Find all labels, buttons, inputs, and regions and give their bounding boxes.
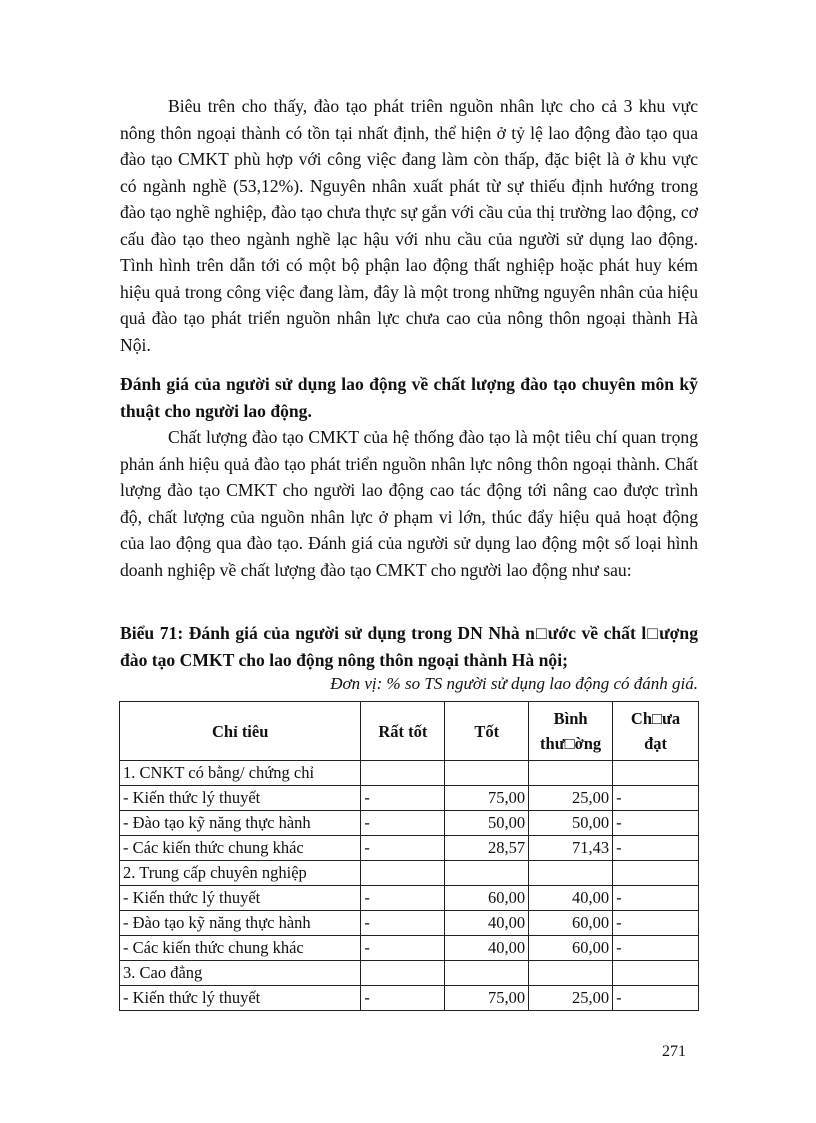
cell-very-good: -: [361, 911, 445, 936]
cell-good: 75,00: [445, 986, 529, 1011]
row-label: - Đào tạo kỹ năng thực hành: [120, 911, 361, 936]
cell-good: [445, 861, 529, 886]
header-very-good: Rất tốt: [361, 702, 445, 761]
cell-normal: 25,00: [529, 786, 613, 811]
cell-not-met: -: [613, 936, 699, 961]
cell-not-met: [613, 861, 699, 886]
table-row: [120, 936, 699, 961]
table-row: [120, 786, 699, 811]
cell-good: 50,00: [445, 811, 529, 836]
cell-normal: [529, 961, 613, 986]
row-label: 2. Trung cấp chuyên nghiệp: [120, 861, 361, 886]
table-row: [120, 861, 699, 886]
cell-very-good: -: [361, 936, 445, 961]
cell-normal: [529, 761, 613, 786]
cell-very-good: [361, 961, 445, 986]
row-label: - Kiến thức lý thuyết: [120, 786, 361, 811]
cell-normal: 71,43: [529, 836, 613, 861]
evaluation-table: [119, 701, 699, 1011]
header-normal-line1: Bình: [553, 709, 588, 728]
table-row: [120, 761, 699, 786]
row-label: - Các kiến thức chung khác: [120, 836, 361, 861]
header-not-met-line1: Ch□ưa: [630, 709, 681, 728]
table-row: [120, 836, 699, 861]
cell-very-good: -: [361, 886, 445, 911]
table-row: [120, 986, 699, 1011]
cell-very-good: [361, 861, 445, 886]
cell-very-good: [361, 761, 445, 786]
cell-very-good: -: [361, 836, 445, 861]
paragraph-1: Biêu trên cho thấy, đào tạo phát triên nguồn nhân lực cho cả 3 khu vực nông thôn ngoại thành có tồn tại nhất định, thể hiện ở tỷ lệ lao động đào tạo qua đào tạo CMKT phù hợp với công việc đang làm còn thấp, đặc biệt là ở khu vực có ngành nghề (53,12%). Nguyên nhân xuất phát từ sự thiếu định hướng trong đào tạo nghề nghiệp, đào tạo chưa thực sự gắn với cầu của thị trường lao động, cơ cấu đào tạo theo ngành nghề lạc hậu với nhu cầu của người sử dụng lao động. Tình hình trên dẫn tới có một bộ phận lao động thất nghiệp hoặc phát huy kém hiệu quả trong công việc đang làm, đây là một trong những nguyên nhân của hiệu quả đào tạo phát triển nguồn nhân lực chưa cao của nông thôn ngoại thành Hà Nội.: [120, 96, 698, 355]
cell-good: 40,00: [445, 911, 529, 936]
cell-very-good: -: [361, 986, 445, 1011]
cell-normal: 50,00: [529, 811, 613, 836]
table-row: [120, 811, 699, 836]
table-row: [120, 911, 699, 936]
header-not-met: [613, 702, 699, 761]
row-label: 3. Cao đẳng: [120, 961, 361, 986]
page-number: 271: [662, 1043, 686, 1060]
header-not-met-line2: đạt: [644, 734, 667, 753]
cell-not-met: [613, 961, 699, 986]
cell-good: 28,57: [445, 836, 529, 861]
cell-good: 75,00: [445, 786, 529, 811]
cell-very-good: -: [361, 811, 445, 836]
paragraph-2: Chất lượng đào tạo CMKT của hệ thống đào tạo là một tiêu chí quan trọng phản ánh hiệu quả đào tạo phát triển nguồn nhân lực nông thôn ngoại thành. Chất lượng đào tạo CMKT cho người lao động cao tác động tới nâng cao được trình độ, chất lượng của nguồn nhân lực ở phạm vi lớn, thúc đẩy hiệu quả hoạt động của lao động qua đào tạo. Đánh giá của người sử dụng lao động một số loại hình doanh nghiệp về chất lượng đào tạo CMKT cho người lao động như sau:: [120, 427, 698, 580]
row-label: 1. CNKT có bằng/ chứng chỉ: [120, 761, 361, 786]
cell-normal: [529, 861, 613, 886]
row-label: - Kiến thức lý thuyết: [120, 986, 361, 1011]
cell-not-met: -: [613, 786, 699, 811]
unit-note: Đơn vị: % so TS người sử dụng lao động có đánh giá.: [330, 674, 698, 693]
row-label: - Kiến thức lý thuyết: [120, 886, 361, 911]
table-title: Biểu 71: Đánh giá của người sử dụng trong DN Nhà n□ước về chất l□ượng đào tạo CMKT cho lao động nông thôn ngoại thành Hà nội;: [120, 623, 698, 670]
cell-normal: 40,00: [529, 886, 613, 911]
section-heading: Đánh giá của người sử dụng lao động về chất lượng đào tạo chuyên môn kỹ thuật cho người lao động.: [120, 374, 698, 421]
table-row: [120, 886, 699, 911]
cell-not-met: -: [613, 811, 699, 836]
header-normal: [529, 702, 613, 761]
row-label: - Các kiến thức chung khác: [120, 936, 361, 961]
row-label: - Đào tạo kỹ năng thực hành: [120, 811, 361, 836]
cell-not-met: -: [613, 986, 699, 1011]
cell-not-met: -: [613, 836, 699, 861]
cell-good: [445, 961, 529, 986]
header-good: Tốt: [445, 702, 529, 761]
cell-good: 40,00: [445, 936, 529, 961]
table-row: [120, 961, 699, 986]
cell-normal: 60,00: [529, 936, 613, 961]
table-header-row: [120, 702, 699, 761]
cell-normal: 25,00: [529, 986, 613, 1011]
cell-good: [445, 761, 529, 786]
header-criteria: Chỉ tiêu: [120, 702, 361, 761]
cell-not-met: [613, 761, 699, 786]
cell-good: 60,00: [445, 886, 529, 911]
cell-not-met: -: [613, 886, 699, 911]
cell-not-met: -: [613, 911, 699, 936]
header-normal-line2: thư□ờng: [540, 734, 602, 753]
cell-very-good: -: [361, 786, 445, 811]
cell-normal: 60,00: [529, 911, 613, 936]
